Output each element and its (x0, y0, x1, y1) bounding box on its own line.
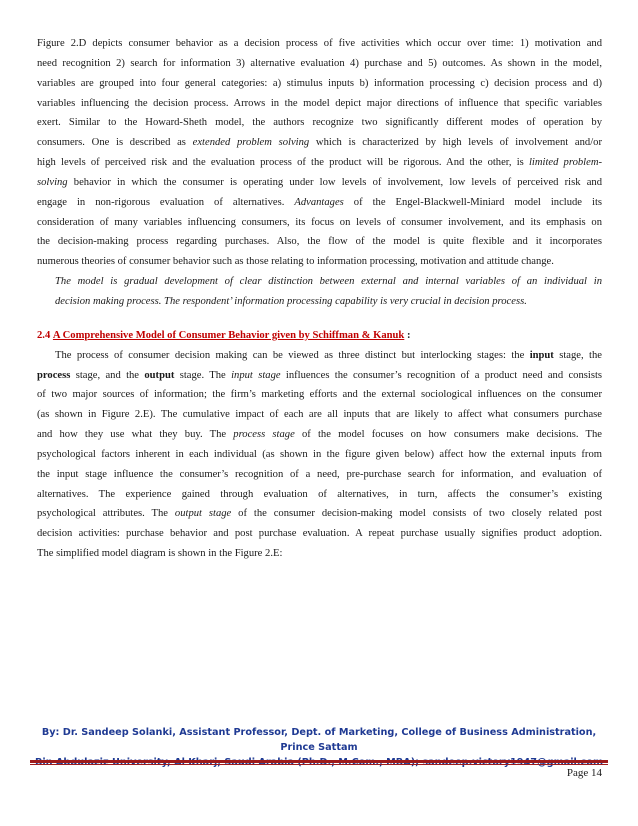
section-heading (37, 326, 602, 346)
text-run: which is characterized by high levels of involvement and/or (309, 137, 602, 149)
text-line (37, 346, 602, 366)
text-run: exert. Similar to the Howard-Sheth model, the authors recognize two significantly different modes of operation by (37, 117, 602, 129)
text-run: of the Engel-Blackwell-Miniard model include its (343, 196, 603, 208)
text-run: of the consumer decision-making model consists of two closely related post (231, 508, 602, 520)
text-run: and how they use what they buy. The (37, 429, 234, 441)
footer-rule-thick (30, 760, 608, 763)
text-run: variables are grouped into four general categories: a) stimulus inputs b) information processing c) decision process and d) (37, 77, 602, 89)
text-line (37, 54, 602, 74)
text-line (37, 425, 602, 445)
text-run: high levels of perceived risk and the evaluation process of the product will be rigorous. And the other, is (37, 157, 529, 169)
text-line (37, 193, 602, 213)
text-run: decision making process. The respondent’ information processing capability is very crucial in decision process. (55, 295, 527, 307)
text-run: the input stage influence the consumer’s recognition of a need, pre-purchase search for information, and evaluation of (37, 468, 602, 480)
text-line (37, 213, 602, 233)
text-run: stage, the (553, 349, 602, 361)
text-run: solving (37, 176, 68, 188)
text-run: output (144, 369, 175, 381)
text-line (37, 153, 602, 173)
text-run: The simplified model diagram is shown in the Figure 2.E: (37, 548, 283, 560)
footer-line-1: By: Dr. Sandeep Solanki, Assistant Professor, Dept. of Marketing, College of Business Administration, Prince Sattam (41, 727, 597, 753)
text-run: decision activities: purchase behavior and post purchase evaluation. A repeat purchase usually signifies product adoption. (37, 528, 602, 540)
paragraph-schiffman-kanuk (37, 346, 602, 564)
text-line (37, 366, 602, 386)
text-run: input stage (231, 369, 281, 381)
text-line (37, 485, 602, 505)
text-run: numerous theories of consumer behavior such as those relating to information processing, motivation and attitude change. (37, 256, 554, 268)
text-line (37, 94, 602, 114)
text-line (37, 504, 602, 524)
text-line (37, 445, 602, 465)
text-run: need recognition 2) search for information 3) alternative evaluation 4) purchase and 5) outcomes. As shown in the model, (37, 57, 602, 69)
text-run: variables influencing the decision process. Arrows in the model depict major directions of influence that specific variables (37, 97, 602, 109)
section-colon: : (406, 329, 411, 341)
text-run: (as shown in Figure 2.E). The cumulative impact of each are all inputs that are likely to affect what consumers purchase (37, 409, 602, 421)
text-line (37, 74, 602, 94)
section-title: A Comprehensive Model of Consumer Behavior given by Schiffman & Kanuk (52, 329, 405, 341)
text-run: alternatives. The experience gained through evaluation of alternatives, in turn, affects the consumer’s existing (37, 488, 602, 500)
section-number: 2.4 (37, 329, 51, 341)
text-run: output stage (174, 508, 232, 520)
text-line (37, 34, 602, 54)
paragraph-model-description (37, 34, 602, 272)
text-line (37, 385, 602, 405)
text-run: of the model focuses on how consumers make decisions. The (294, 429, 602, 441)
text-line (37, 173, 602, 193)
text-run: stage. The (174, 369, 232, 381)
text-line (37, 524, 602, 544)
text-line (55, 292, 602, 312)
footer-rule-thin (30, 764, 608, 765)
text-run: The model is gradual development of clear distinction between external and internal variables of an individual in (55, 276, 602, 288)
text-run: psychological factors inherent in each individual (as shown in the figure given below) affect how the external inputs from (37, 448, 602, 460)
text-line (37, 133, 602, 153)
text-line (37, 252, 602, 272)
text-run: consumers. One is described as (37, 137, 193, 149)
text-run: Figure 2.D depicts consumer behavior as a decision process of five activities which occur over time: 1) motivation and (37, 38, 602, 49)
text-line (37, 405, 602, 425)
text-run: engage in non-rigorous evaluation of alternatives. (37, 196, 295, 208)
text-run: the decision-making process regarding purchases. Also, the flow of the model is quite flexible and it incorporates (37, 236, 602, 248)
text-line (37, 113, 602, 133)
text-line (37, 232, 602, 252)
text-line (37, 544, 602, 564)
text-run: psychological attributes. The (37, 508, 175, 520)
text-run: input (529, 349, 554, 361)
text-run: process stage (233, 429, 295, 441)
text-run: extended problem solving (192, 137, 310, 149)
text-line (55, 272, 602, 292)
text-run: stage, and the (70, 369, 145, 381)
text-run: consideration of many variables influencing consumers, its focus on levels of consumer involvement, and its emphasis on (37, 216, 602, 228)
text-line (37, 465, 602, 485)
text-run: limited problem- (528, 157, 603, 169)
page-number: Page 14 (566, 767, 602, 779)
paragraph-model-summary (37, 272, 602, 312)
text-run: influences the consumer’s recognition of a product need and consists (280, 369, 603, 381)
text-run: of two major sources of information; the firm’s marketing efforts and the external sociological influences on the consumer (37, 389, 602, 401)
text-run: The process of consumer decision making can be viewed as three distinct but interlocking stages: the (55, 349, 530, 361)
document-body (37, 34, 602, 564)
text-run: behavior in which the consumer is operating under low levels of involvement, low levels of perceived risk and (67, 176, 602, 188)
text-run: process (37, 369, 71, 381)
text-run: Advantages (294, 196, 344, 208)
